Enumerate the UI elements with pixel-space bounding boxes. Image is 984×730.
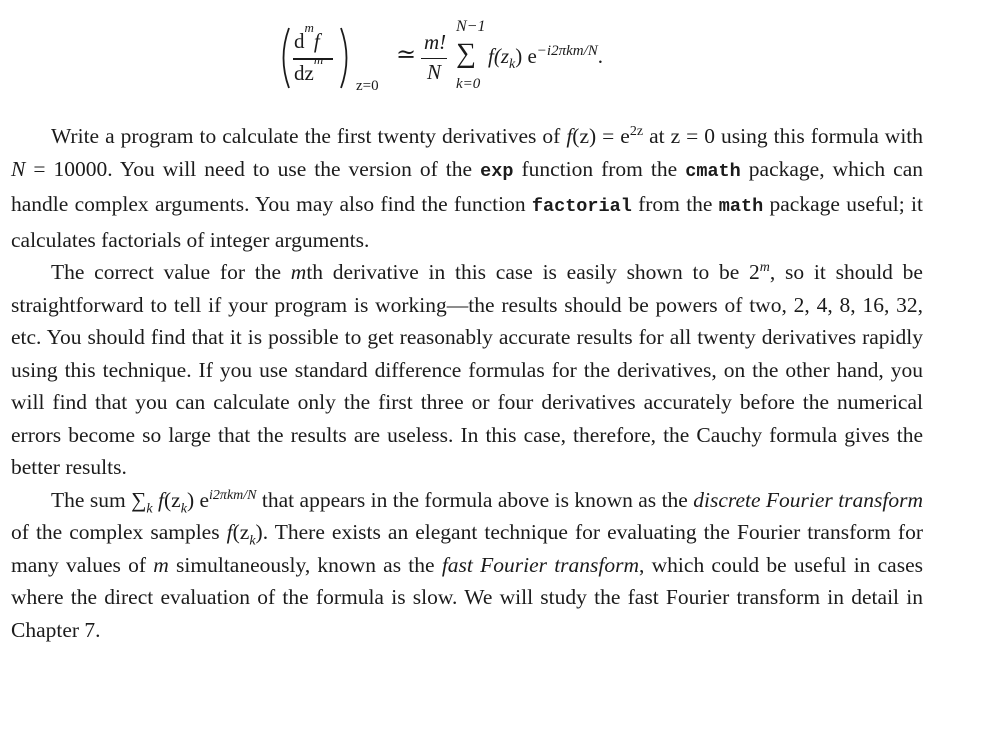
sum-upper-limit: N−1 <box>456 18 486 35</box>
p3-text-i: simultaneously, known as the <box>168 552 442 577</box>
cauchy-derivative-formula <box>276 18 736 110</box>
p1-exponent: 2z <box>629 123 644 139</box>
p3-f2: f <box>226 520 233 544</box>
p2-text-a: The correct value for the <box>51 260 291 284</box>
p2-exponent: m <box>759 259 770 275</box>
evaluation-point: z=0 <box>356 78 379 94</box>
code-factorial: factorial <box>531 196 632 217</box>
left-paren-icon <box>276 26 292 90</box>
paragraph-2 <box>11 256 923 484</box>
summand-exponent: −i2πkm/N <box>536 43 598 59</box>
order-m: m <box>304 20 314 35</box>
term-dft: discrete Fourier transform <box>693 487 924 512</box>
paragraph-3 <box>11 484 923 647</box>
approx-symbol: ≃ <box>396 42 417 68</box>
p3-text-d: ) e <box>186 487 210 512</box>
p1-text-f: package, which can handle complex arguments. You may also find the function <box>11 156 923 216</box>
p3-sum-index: k <box>146 500 153 516</box>
p3-zk: k <box>180 500 187 516</box>
p3-text-h: ). There exists an elegant technique for evaluating the Fourier transform for many values of <box>11 520 923 577</box>
p1-text-c: at z = 0 using this formula with <box>643 124 924 148</box>
order-m-bottom: m <box>313 52 324 67</box>
function-f: f <box>313 29 320 53</box>
N-denominator: N <box>427 60 442 84</box>
p3-exponent: i2πkm/N <box>209 487 257 503</box>
p1-text-h: package useful; it calculates factorials of integer arguments. <box>11 192 923 252</box>
term-fft: fast Fourier transform <box>441 552 640 577</box>
p3-text-g: (z <box>232 520 250 544</box>
summand-exp-base: ) e <box>515 44 537 68</box>
p2-text-b: th derivative in this case is easily shown to be 2 <box>306 260 760 284</box>
d-symbol: d <box>294 29 305 53</box>
p3-f: f <box>158 487 165 512</box>
right-paren-icon <box>338 26 354 90</box>
equation-period: . <box>597 44 604 68</box>
p1-text-d: = 10000. You will need to use the version of the <box>25 156 481 181</box>
p3-m: m <box>153 552 169 577</box>
p3-text-c: (z <box>164 487 181 512</box>
dz-symbol: dz <box>294 61 314 85</box>
derivative-numerator <box>294 20 320 54</box>
p1-text-g: from the <box>631 192 719 216</box>
derivative-denominator <box>294 52 324 86</box>
sum-sign: ∑ <box>456 38 476 69</box>
body-text <box>11 120 923 646</box>
summand <box>488 43 604 73</box>
p2-m: m <box>290 260 307 284</box>
code-exp: exp <box>480 160 514 182</box>
p1-text-b: (z) = e <box>572 124 630 148</box>
p3-zk2: k <box>249 533 256 549</box>
p2-text-c: , so it should be straightforward to tell if your program is working—the results should be powers of two, 2, 4, 8, 16, 32, etc. You should find that it is possible to get reasonably accurate results for all twenty derivatives rapidly using this technique. If you use standard difference formulas for the derivatives, on the other hand, you will find that you can calculate only the first three or four derivatives accurately before the numerical errors become so large that the results are useless. In this case, therefore, the Cauchy formula gives the better results. <box>11 260 923 479</box>
summand-f: f(z <box>488 44 509 68</box>
code-math: math <box>718 196 764 217</box>
summand-index: k <box>509 57 516 73</box>
p1-text-a: Write a program to calculate the first twenty derivatives of <box>51 124 567 148</box>
paragraph-1 <box>11 120 923 256</box>
p3-text-j: , which could be useful in cases where the direct evaluation of the formula is slow. We will study the fast Fourier transform in detail in Chapter 7. <box>11 552 923 642</box>
p3-text-a: The sum ∑ <box>51 487 147 512</box>
code-cmath: cmath <box>685 160 741 182</box>
sum-lower-limit: k=0 <box>456 76 481 92</box>
p3-text-e: that appears in the formula above is known as the <box>256 487 694 512</box>
p1-f: f <box>566 124 573 148</box>
p3-text-f: of the complex samples <box>11 520 227 544</box>
p1-N: N <box>11 156 26 181</box>
p1-text-e: function from the <box>513 156 686 181</box>
m-factorial: m! <box>424 30 447 54</box>
